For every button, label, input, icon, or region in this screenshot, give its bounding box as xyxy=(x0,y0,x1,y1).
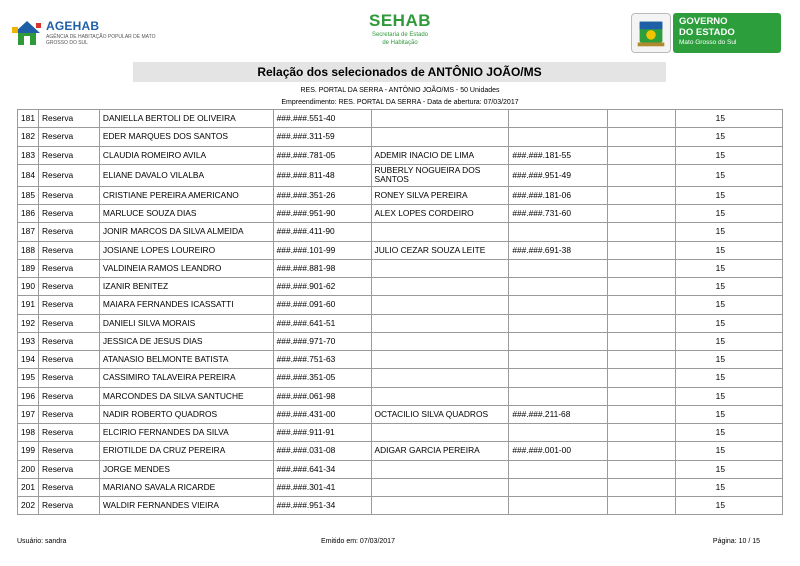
row-spouse-cpf-cell: ###.###.691-38 xyxy=(509,241,608,259)
row-quantity-cell: 15 xyxy=(676,460,783,478)
row-empty-cell xyxy=(608,296,676,314)
row-name-cell: JOSIANE LOPES LOUREIRO xyxy=(99,241,273,259)
row-name-cell: ELCIRIO FERNANDES DA SILVA xyxy=(99,424,273,442)
report-enterprise: Empreendimento: RES. PORTAL DA SERRA - Data de abertura: 07/03/2017 xyxy=(281,99,519,106)
row-spouse-name-cell xyxy=(371,369,509,387)
row-type-cell: Reserva xyxy=(38,278,99,296)
row-name-cell: JESSICA DE JESUS DIAS xyxy=(99,332,273,350)
row-spouse-cpf-cell: ###.###.181-55 xyxy=(509,146,608,164)
row-spouse-cpf-cell xyxy=(509,314,608,332)
row-cpf-cell: ###.###.301-41 xyxy=(273,478,371,496)
row-empty-cell xyxy=(608,369,676,387)
row-type-cell: Reserva xyxy=(38,259,99,277)
row-name-cell: ATANASIO BELMONTE BATISTA xyxy=(99,351,273,369)
row-empty-cell xyxy=(608,110,676,128)
row-cpf-cell: ###.###.641-34 xyxy=(273,460,371,478)
agehab-subtitle: AGÊNCIA DE HABITAÇÃO POPULAR DE MATO GROSSO DO SUL xyxy=(46,34,156,46)
row-spouse-cpf-cell xyxy=(509,424,608,442)
row-quantity-cell: 15 xyxy=(676,164,783,186)
table-row xyxy=(18,128,783,146)
row-spouse-name-cell xyxy=(371,314,509,332)
table-row xyxy=(18,223,783,241)
row-quantity-cell: 15 xyxy=(676,497,783,515)
row-quantity-cell: 15 xyxy=(676,110,783,128)
row-cpf-cell: ###.###.951-34 xyxy=(273,497,371,515)
footer-emitted-date: Emitido em: 07/03/2017 xyxy=(321,538,395,545)
sehab-name: SEHAB xyxy=(368,11,431,30)
row-cpf-cell: ###.###.811-48 xyxy=(273,164,371,186)
row-number-cell: 200 xyxy=(18,460,39,478)
row-empty-cell xyxy=(608,164,676,186)
row-spouse-cpf-cell: ###.###.951-49 xyxy=(509,164,608,186)
row-quantity-cell: 15 xyxy=(676,146,783,164)
row-number-cell: 188 xyxy=(18,241,39,259)
row-name-cell: MARLUCE SOUZA DIAS xyxy=(99,205,273,223)
row-name-cell: MAIARA FERNANDES ICASSATTI xyxy=(99,296,273,314)
row-name-cell: MARCONDES DA SILVA SANTUCHE xyxy=(99,387,273,405)
row-name-cell: JONIR MARCOS DA SILVA ALMEIDA xyxy=(99,223,273,241)
row-spouse-name-cell: JULIO CEZAR SOUZA LEITE xyxy=(371,241,509,259)
row-spouse-name-cell: ALEX LOPES CORDEIRO xyxy=(371,205,509,223)
row-type-cell: Reserva xyxy=(38,146,99,164)
row-spouse-name-cell xyxy=(371,478,509,496)
row-number-cell: 191 xyxy=(18,296,39,314)
row-spouse-name-cell: RUBERLY NOGUEIRA DOS SANTOS xyxy=(371,164,509,186)
row-empty-cell xyxy=(608,442,676,460)
row-spouse-name-cell xyxy=(371,424,509,442)
row-number-cell: 195 xyxy=(18,369,39,387)
government-line2: DO ESTADO xyxy=(679,27,735,38)
row-name-cell: CASSIMIRO TALAVEIRA PEREIRA xyxy=(99,369,273,387)
row-cpf-cell: ###.###.751-63 xyxy=(273,351,371,369)
row-cpf-cell: ###.###.901-62 xyxy=(273,278,371,296)
row-number-cell: 202 xyxy=(18,497,39,515)
row-type-cell: Reserva xyxy=(38,110,99,128)
agehab-name: AGEHAB xyxy=(46,19,100,33)
table-row xyxy=(18,186,783,204)
row-name-cell: NADIR ROBERTO QUADROS xyxy=(99,405,273,423)
row-number-cell: 193 xyxy=(18,332,39,350)
row-quantity-cell: 15 xyxy=(676,259,783,277)
row-spouse-name-cell xyxy=(371,460,509,478)
row-empty-cell xyxy=(608,128,676,146)
table-row xyxy=(18,110,783,128)
row-empty-cell xyxy=(608,223,676,241)
sehab-subtitle-line1: Secretaria de Estado xyxy=(371,32,429,38)
row-cpf-cell: ###.###.881-98 xyxy=(273,259,371,277)
row-spouse-name-cell xyxy=(371,259,509,277)
row-number-cell: 198 xyxy=(18,424,39,442)
row-spouse-name-cell xyxy=(371,497,509,515)
row-spouse-name-cell xyxy=(371,351,509,369)
row-number-cell: 182 xyxy=(18,128,39,146)
row-name-cell: WALDIR FERNANDES VIEIRA xyxy=(99,497,273,515)
row-empty-cell xyxy=(608,405,676,423)
row-spouse-cpf-cell: ###.###.731-60 xyxy=(509,205,608,223)
sehab-subtitle-line2: de Habitação xyxy=(382,40,418,46)
row-spouse-cpf-cell xyxy=(509,369,608,387)
row-number-cell: 183 xyxy=(18,146,39,164)
row-cpf-cell: ###.###.091-60 xyxy=(273,296,371,314)
government-line1: GOVERNO xyxy=(679,16,728,27)
row-spouse-cpf-cell xyxy=(509,387,608,405)
row-spouse-name-cell xyxy=(371,332,509,350)
table-row xyxy=(18,332,783,350)
row-spouse-cpf-cell: ###.###.211-68 xyxy=(509,405,608,423)
row-type-cell: Reserva xyxy=(38,223,99,241)
row-quantity-cell: 15 xyxy=(676,314,783,332)
row-empty-cell xyxy=(608,424,676,442)
row-spouse-cpf-cell xyxy=(509,497,608,515)
row-empty-cell xyxy=(608,259,676,277)
row-spouse-cpf-cell xyxy=(509,460,608,478)
row-quantity-cell: 15 xyxy=(676,296,783,314)
row-number-cell: 194 xyxy=(18,351,39,369)
row-type-cell: Reserva xyxy=(38,351,99,369)
table-row xyxy=(18,478,783,496)
report-header xyxy=(0,0,800,60)
row-quantity-cell: 15 xyxy=(676,387,783,405)
row-spouse-cpf-cell xyxy=(509,351,608,369)
row-quantity-cell: 15 xyxy=(676,369,783,387)
row-quantity-cell: 15 xyxy=(676,442,783,460)
table-row xyxy=(18,278,783,296)
row-number-cell: 187 xyxy=(18,223,39,241)
row-type-cell: Reserva xyxy=(38,332,99,350)
row-name-cell: IZANIR BENITEZ xyxy=(99,278,273,296)
row-cpf-cell: ###.###.781-05 xyxy=(273,146,371,164)
row-type-cell: Reserva xyxy=(38,296,99,314)
row-spouse-cpf-cell: ###.###.181-06 xyxy=(509,186,608,204)
row-type-cell: Reserva xyxy=(38,314,99,332)
row-spouse-cpf-cell xyxy=(509,259,608,277)
table-row xyxy=(18,351,783,369)
row-quantity-cell: 15 xyxy=(676,186,783,204)
row-number-cell: 201 xyxy=(18,478,39,496)
footer-user: Usuário: sandra xyxy=(17,538,67,545)
government-logo xyxy=(631,13,781,53)
table-row xyxy=(18,241,783,259)
table-row xyxy=(18,387,783,405)
row-empty-cell xyxy=(608,351,676,369)
row-spouse-cpf-cell xyxy=(509,478,608,496)
row-type-cell: Reserva xyxy=(38,186,99,204)
table-row xyxy=(18,259,783,277)
row-name-cell: EDER MARQUES DOS SANTOS xyxy=(99,128,273,146)
row-spouse-name-cell: ADEMIR INACIO DE LIMA xyxy=(371,146,509,164)
row-cpf-cell: ###.###.411-90 xyxy=(273,223,371,241)
row-quantity-cell: 15 xyxy=(676,405,783,423)
row-type-cell: Reserva xyxy=(38,405,99,423)
row-quantity-cell: 15 xyxy=(676,332,783,350)
row-spouse-cpf-cell xyxy=(509,128,608,146)
row-spouse-cpf-cell xyxy=(509,223,608,241)
row-spouse-name-cell xyxy=(371,278,509,296)
row-name-cell: CLAUDIA ROMEIRO AVILA xyxy=(99,146,273,164)
state-crest-icon xyxy=(631,13,671,53)
row-number-cell: 190 xyxy=(18,278,39,296)
government-label xyxy=(673,13,781,53)
row-type-cell: Reserva xyxy=(38,442,99,460)
row-type-cell: Reserva xyxy=(38,497,99,515)
row-empty-cell xyxy=(608,314,676,332)
agehab-house-icon xyxy=(10,15,44,49)
row-spouse-name-cell xyxy=(371,110,509,128)
footer-page-number: Página: 10 / 15 xyxy=(712,538,760,545)
row-spouse-name-cell: ADIGAR GARCIA PEREIRA xyxy=(371,442,509,460)
row-cpf-cell: ###.###.031-08 xyxy=(273,442,371,460)
row-quantity-cell: 15 xyxy=(676,478,783,496)
row-type-cell: Reserva xyxy=(38,241,99,259)
row-number-cell: 199 xyxy=(18,442,39,460)
table-row xyxy=(18,314,783,332)
row-name-cell: ELIANE DAVALO VILALBA xyxy=(99,164,273,186)
row-empty-cell xyxy=(608,241,676,259)
table-row xyxy=(18,164,783,186)
table-row xyxy=(18,405,783,423)
row-cpf-cell: ###.###.951-90 xyxy=(273,205,371,223)
table-row xyxy=(18,369,783,387)
table-row xyxy=(18,460,783,478)
table-row xyxy=(18,424,783,442)
row-name-cell: MARIANO SAVALA RICARDE xyxy=(99,478,273,496)
row-name-cell: ERIOTILDE DA CRUZ PEREIRA xyxy=(99,442,273,460)
row-empty-cell xyxy=(608,186,676,204)
row-number-cell: 196 xyxy=(18,387,39,405)
table-row xyxy=(18,205,783,223)
row-cpf-cell: ###.###.351-05 xyxy=(273,369,371,387)
row-name-cell: CRISTIANE PEREIRA AMERICANO xyxy=(99,186,273,204)
row-spouse-name-cell xyxy=(371,223,509,241)
row-quantity-cell: 15 xyxy=(676,351,783,369)
row-cpf-cell: ###.###.311-59 xyxy=(273,128,371,146)
row-type-cell: Reserva xyxy=(38,164,99,186)
row-spouse-name-cell xyxy=(371,296,509,314)
row-name-cell: JORGE MENDES xyxy=(99,460,273,478)
row-empty-cell xyxy=(608,460,676,478)
row-cpf-cell: ###.###.551-40 xyxy=(273,110,371,128)
row-empty-cell xyxy=(608,332,676,350)
row-cpf-cell: ###.###.431-00 xyxy=(273,405,371,423)
row-quantity-cell: 15 xyxy=(676,205,783,223)
row-number-cell: 181 xyxy=(18,110,39,128)
row-empty-cell xyxy=(608,497,676,515)
row-empty-cell xyxy=(608,478,676,496)
row-spouse-cpf-cell: ###.###.001-00 xyxy=(509,442,608,460)
row-quantity-cell: 15 xyxy=(676,424,783,442)
row-type-cell: Reserva xyxy=(38,424,99,442)
row-quantity-cell: 15 xyxy=(676,223,783,241)
row-spouse-name-cell: OCTACILIO SILVA QUADROS xyxy=(371,405,509,423)
row-empty-cell xyxy=(608,205,676,223)
row-empty-cell xyxy=(608,387,676,405)
row-empty-cell xyxy=(608,278,676,296)
row-cpf-cell: ###.###.641-51 xyxy=(273,314,371,332)
row-cpf-cell: ###.###.971-70 xyxy=(273,332,371,350)
row-number-cell: 189 xyxy=(18,259,39,277)
row-type-cell: Reserva xyxy=(38,369,99,387)
government-line3: Mato Grosso do Sul xyxy=(679,39,737,46)
row-number-cell: 197 xyxy=(18,405,39,423)
row-name-cell: DANIELLA BERTOLI DE OLIVEIRA xyxy=(99,110,273,128)
agehab-logo xyxy=(10,15,170,51)
row-cpf-cell: ###.###.101-99 xyxy=(273,241,371,259)
row-number-cell: 184 xyxy=(18,164,39,186)
table-row xyxy=(18,146,783,164)
row-cpf-cell: ###.###.351-26 xyxy=(273,186,371,204)
row-cpf-cell: ###.###.061-98 xyxy=(273,387,371,405)
table-body xyxy=(18,110,783,515)
row-spouse-name-cell xyxy=(371,387,509,405)
row-spouse-name-cell xyxy=(371,128,509,146)
row-type-cell: Reserva xyxy=(38,460,99,478)
report-subtitle: RES. PORTAL DA SERRA - ANTÔNIO JOÃO/MS - 50 Unidades xyxy=(300,87,500,94)
row-type-cell: Reserva xyxy=(38,478,99,496)
row-type-cell: Reserva xyxy=(38,128,99,146)
row-quantity-cell: 15 xyxy=(676,128,783,146)
row-number-cell: 186 xyxy=(18,205,39,223)
row-type-cell: Reserva xyxy=(38,205,99,223)
table-row xyxy=(18,296,783,314)
row-quantity-cell: 15 xyxy=(676,241,783,259)
row-name-cell: DANIELI SILVA MORAIS xyxy=(99,314,273,332)
report-title: Relação dos selecionados de ANTÔNIO JOÃO/MS xyxy=(133,62,666,82)
selection-table xyxy=(17,109,783,515)
table-row xyxy=(18,442,783,460)
row-number-cell: 185 xyxy=(18,186,39,204)
row-spouse-cpf-cell xyxy=(509,110,608,128)
row-name-cell: VALDINEIA RAMOS LEANDRO xyxy=(99,259,273,277)
row-empty-cell xyxy=(608,146,676,164)
row-quantity-cell: 15 xyxy=(676,278,783,296)
row-spouse-cpf-cell xyxy=(509,332,608,350)
row-spouse-name-cell: RONEY SILVA PEREIRA xyxy=(371,186,509,204)
row-spouse-cpf-cell xyxy=(509,278,608,296)
sehab-logo xyxy=(325,11,475,47)
row-cpf-cell: ###.###.911-91 xyxy=(273,424,371,442)
row-spouse-cpf-cell xyxy=(509,296,608,314)
table-row xyxy=(18,497,783,515)
row-type-cell: Reserva xyxy=(38,387,99,405)
row-number-cell: 192 xyxy=(18,314,39,332)
